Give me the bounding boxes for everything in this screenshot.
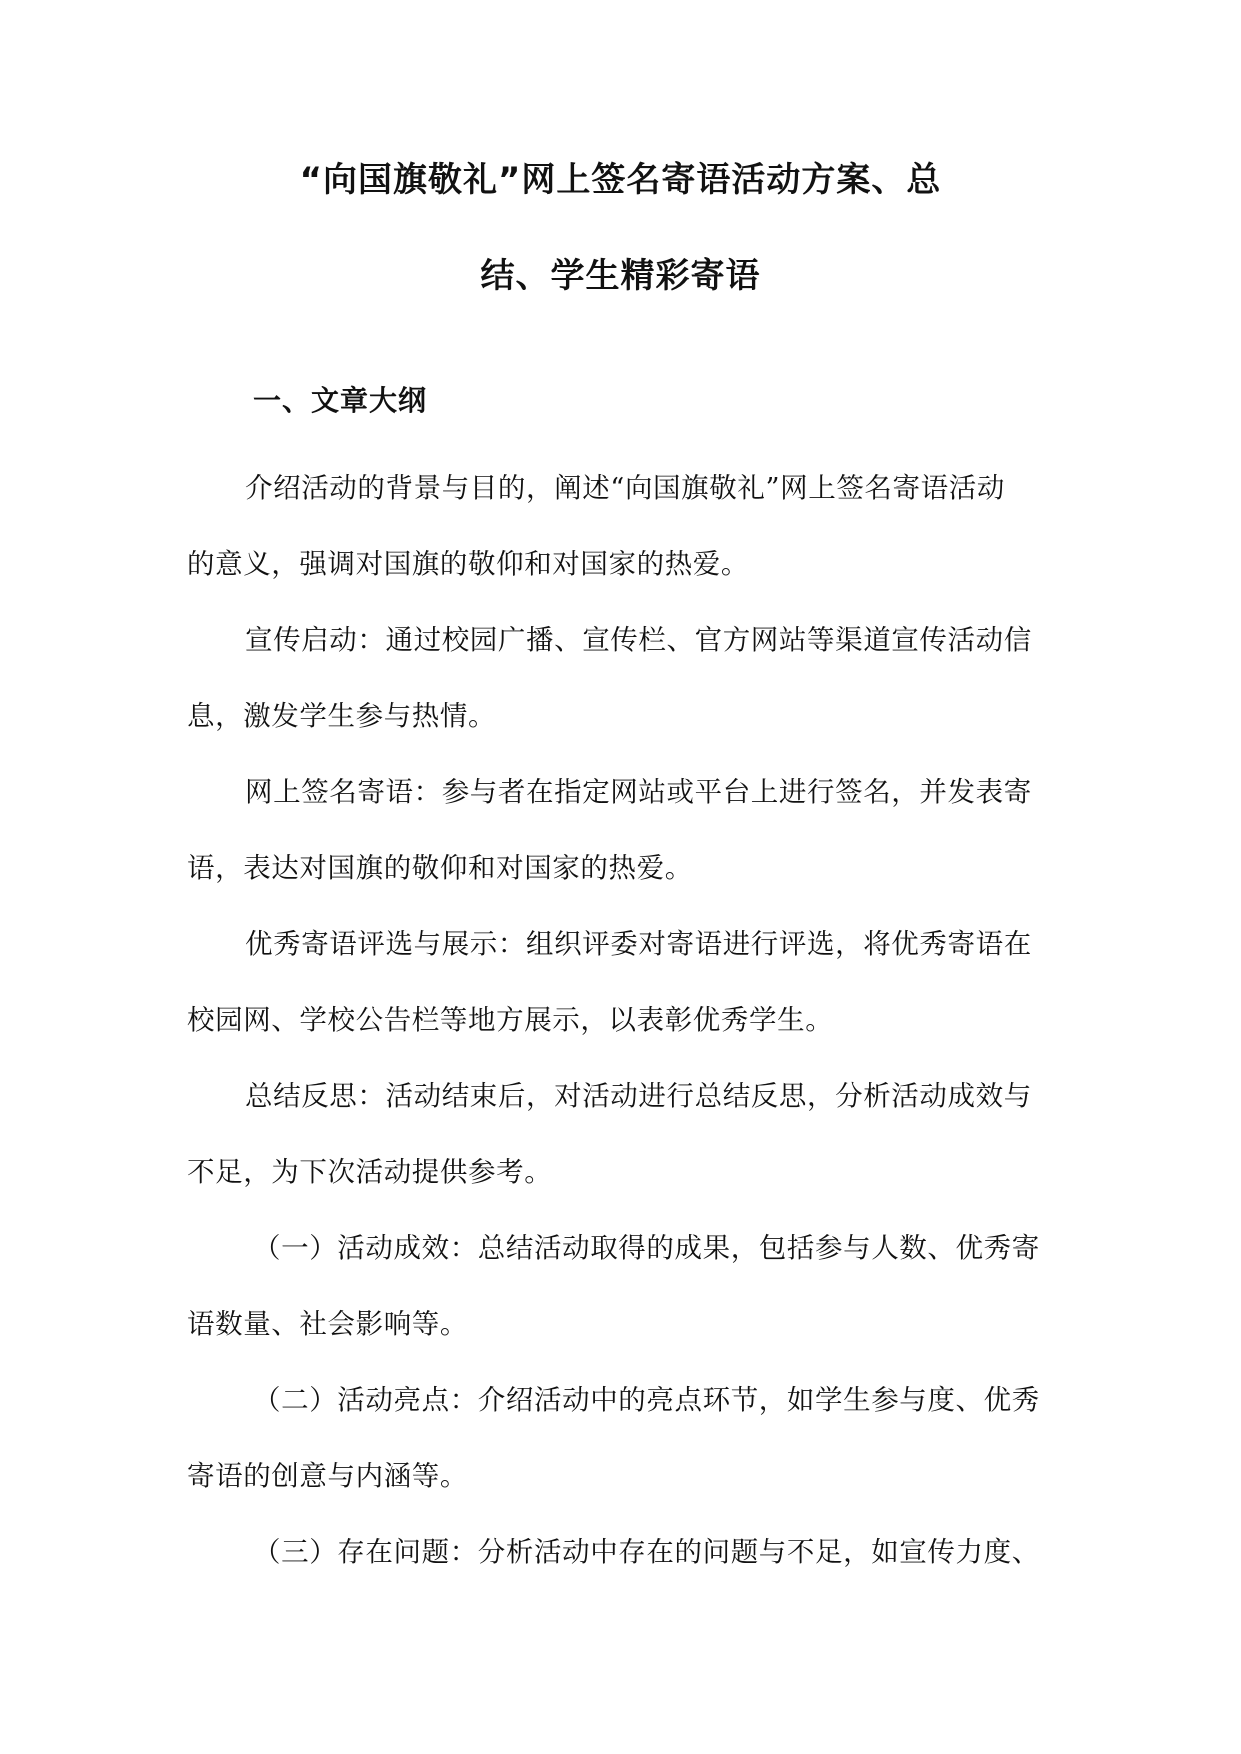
paragraph-line: 语，表达对国旗的敬仰和对国家的热爱。 xyxy=(187,852,693,884)
document-title-line-2: 结、学生精彩寄语 xyxy=(480,256,761,296)
paragraph-line: 网上签名寄语：参与者在指定网站或平台上进行签名，并发表寄 xyxy=(245,776,1032,808)
paragraph-line: 校园网、学校公告栏等地方展示，以表彰优秀学生。 xyxy=(187,1004,834,1036)
paragraph-line: 息，激发学生参与热情。 xyxy=(187,700,497,732)
paragraph-line: （一）活动成效：总结活动取得的成果，包括参与人数、优秀寄 xyxy=(253,1232,1040,1264)
paragraph-line: 语数量、社会影响等。 xyxy=(187,1308,468,1340)
paragraph-line: （三）存在问题：分析活动中存在的问题与不足，如宣传力度、 xyxy=(253,1536,1040,1568)
paragraph-line: 不足，为下次活动提供参考。 xyxy=(187,1156,553,1188)
paragraph-line: 总结反思：活动结束后，对活动进行总结反思，分析活动成效与 xyxy=(245,1080,1032,1112)
paragraph-line: （二）活动亮点：介绍活动中的亮点环节，如学生参与度、优秀 xyxy=(253,1384,1040,1416)
paragraph-line: 优秀寄语评选与展示：组织评委对寄语进行评选，将优秀寄语在 xyxy=(245,928,1032,960)
section-heading: 一、文章大纲 xyxy=(253,384,428,417)
paragraph-line: 介绍活动的背景与目的，阐述“向国旗敬礼”网上签名寄语活动 xyxy=(245,472,1005,504)
paragraph-line: 宣传启动：通过校园广播、宣传栏、官方网站等渠道宣传活动信 xyxy=(245,624,1032,656)
paragraph-line: 寄语的创意与内涵等。 xyxy=(187,1460,468,1492)
paragraph-line: 的意义，强调对国旗的敬仰和对国家的热爱。 xyxy=(187,548,749,580)
document-title-line-1: “向国旗敬礼”网上签名寄语活动方案、总 xyxy=(299,160,942,200)
